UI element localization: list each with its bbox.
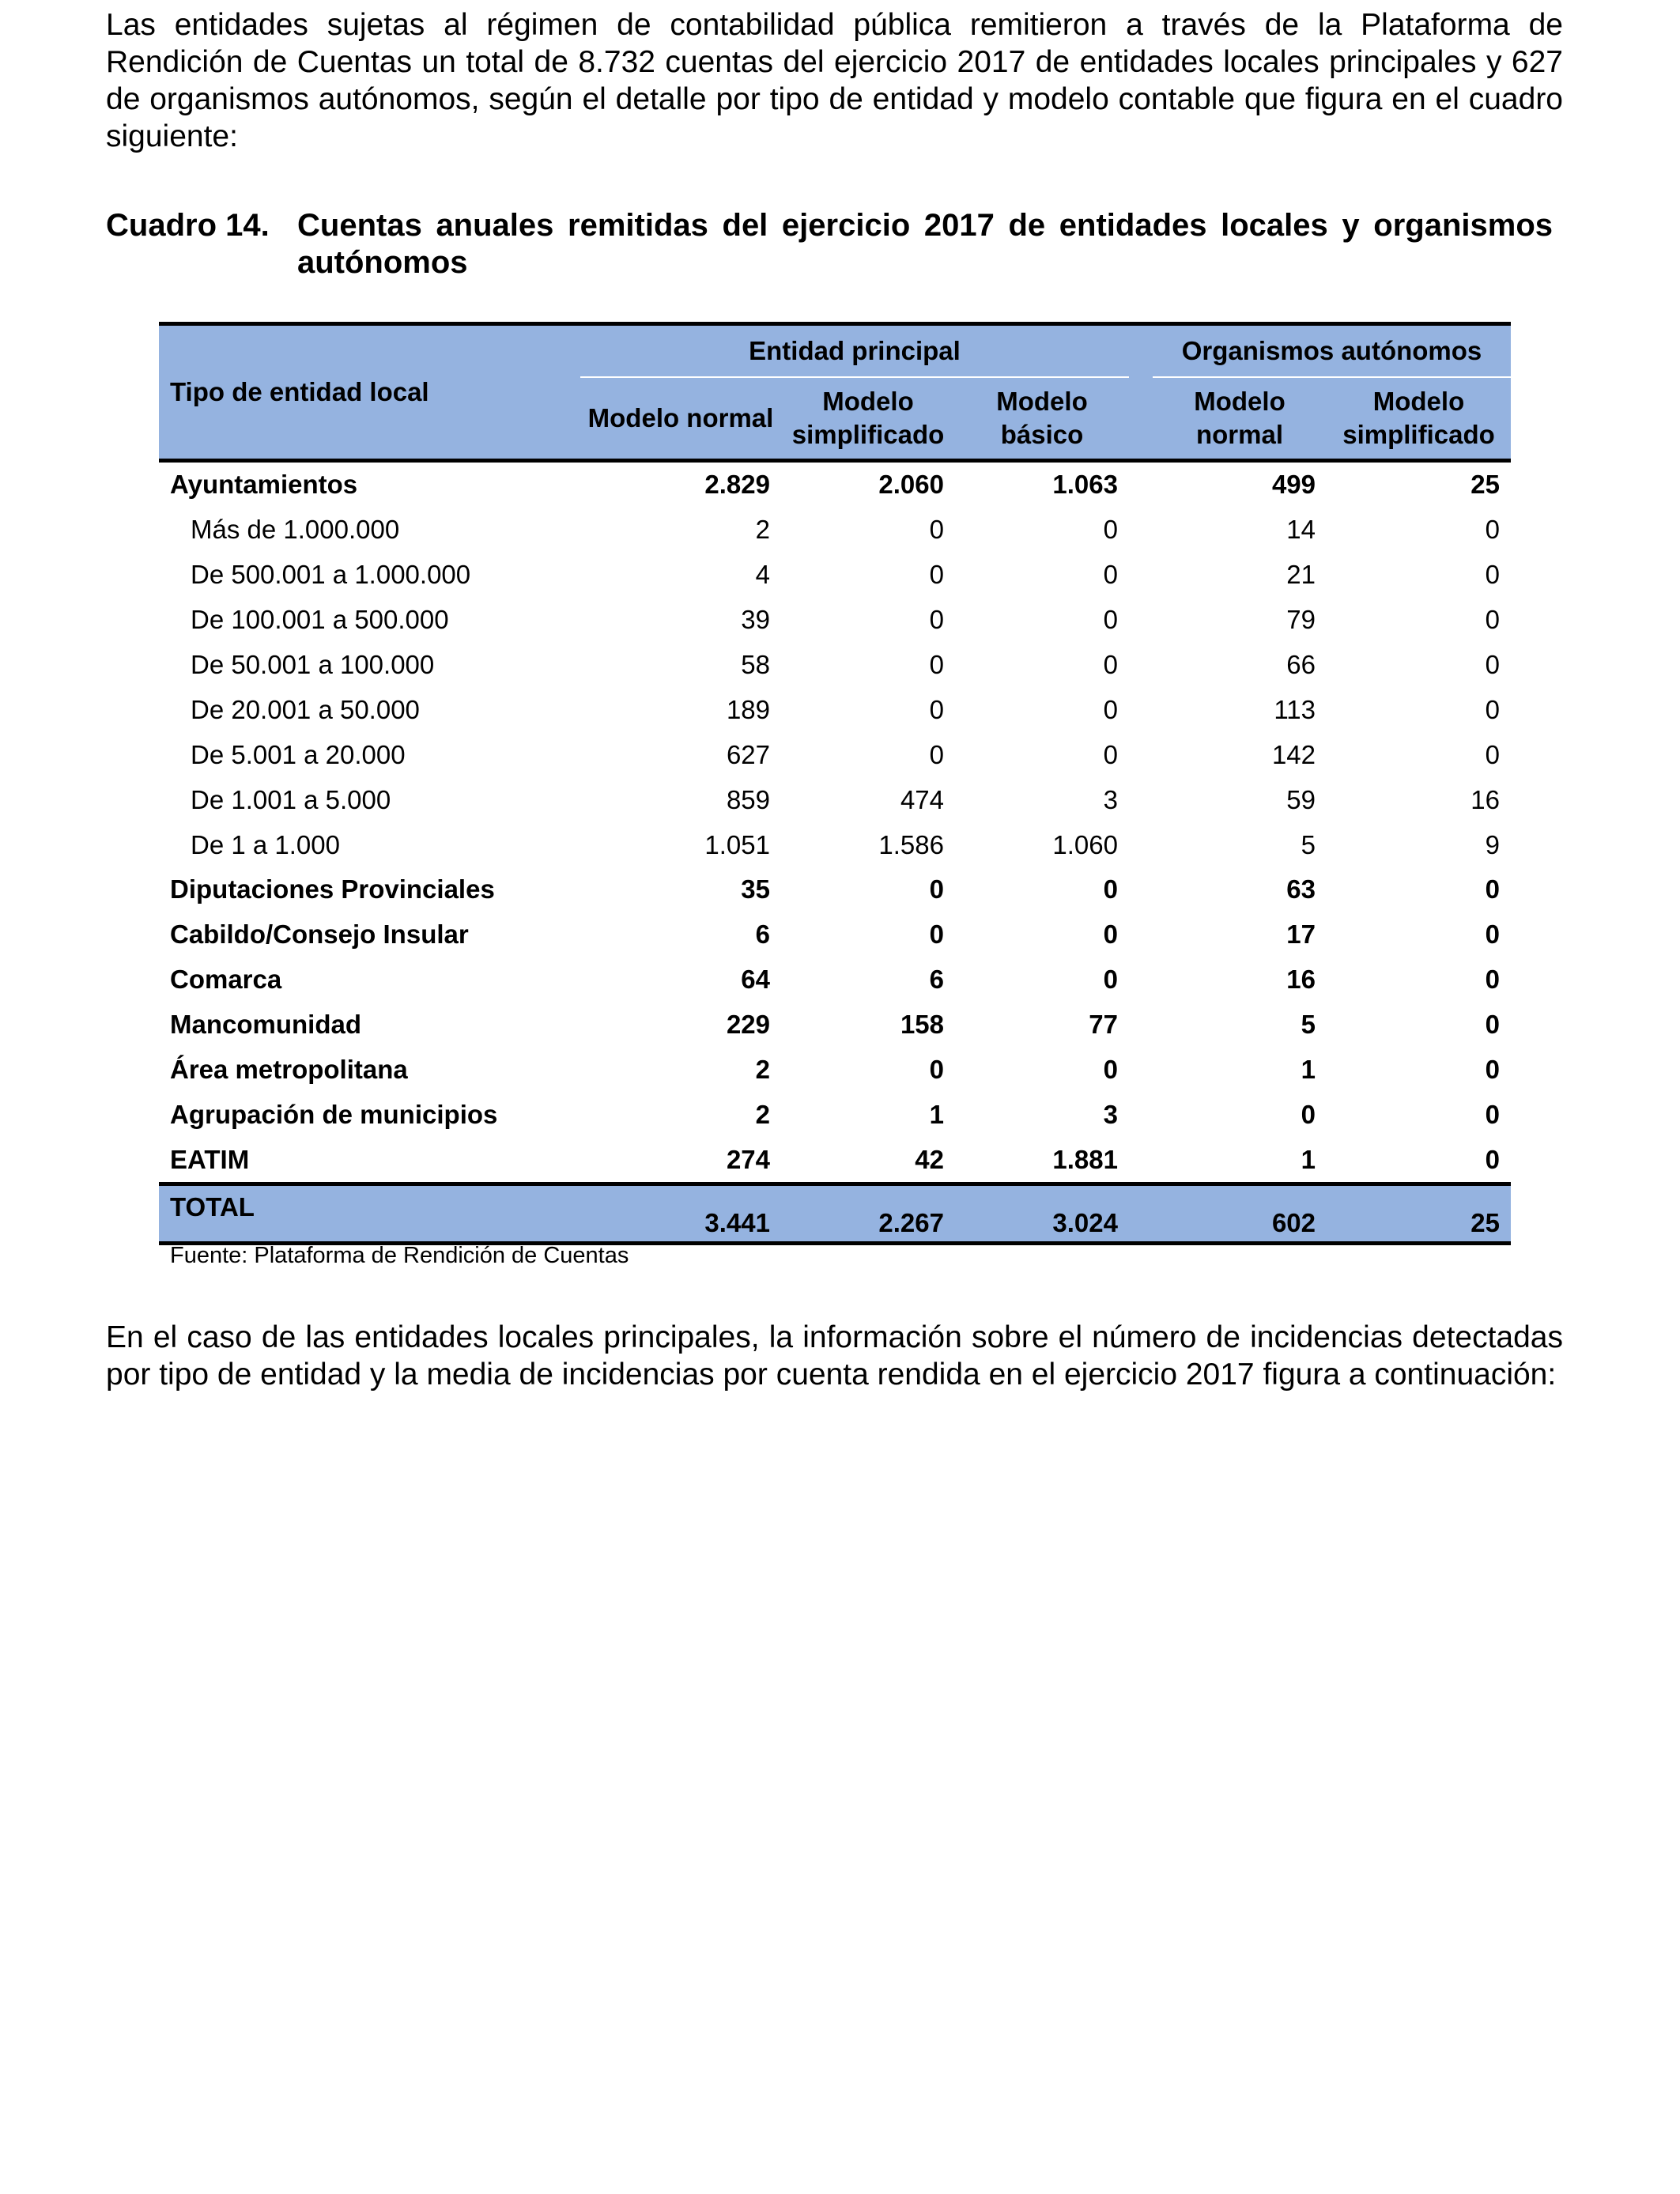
cell-value: 35 <box>741 874 770 904</box>
gap-cell <box>1129 1048 1153 1093</box>
cell-value: 229 <box>726 1010 770 1040</box>
row-label: Área metropolitana <box>170 1055 408 1085</box>
cell-value: 142 <box>1271 739 1316 769</box>
gap-cell <box>1129 553 1153 598</box>
cell-value: 0 <box>1103 560 1118 590</box>
row-label: EATIM <box>170 1144 250 1174</box>
row-label: Diputaciones Provinciales <box>170 874 495 904</box>
cell-value: 77 <box>1089 1010 1118 1040</box>
cell-value: 1.586 <box>878 829 944 859</box>
cell-value: 0 <box>1485 1144 1500 1174</box>
table-row <box>159 687 1511 732</box>
col-header-principal-simplificado: Modelo simplificado <box>781 377 955 461</box>
table-row <box>159 777 1511 822</box>
total-value: 602 <box>1153 1184 1327 1244</box>
group-gap <box>1129 324 1153 378</box>
caption-text: Cuentas anuales remitidas del ejercicio 2017 de entidades locales y organismos autónomos <box>297 208 1553 280</box>
cell-value: 16 <box>1286 965 1316 995</box>
cell-value: 2.829 <box>704 470 770 500</box>
cell-value: 274 <box>726 1144 770 1174</box>
cell-value: 189 <box>726 694 770 724</box>
accounts-table-container <box>159 322 1511 1245</box>
total-label: TOTAL <box>159 1184 580 1244</box>
group-header-principal: Entidad principal <box>580 324 1129 378</box>
cell-value: 0 <box>929 874 944 904</box>
row-header: Tipo de entidad local <box>159 324 580 461</box>
table-row <box>159 508 1511 553</box>
cell-value: 63 <box>1286 874 1316 904</box>
col-header-autonomos-simplificado: Modelo simplificado <box>1327 377 1511 461</box>
table-row <box>159 1137 1511 1184</box>
table-row <box>159 553 1511 598</box>
cell-value: 0 <box>929 739 944 769</box>
cell-value: 0 <box>1485 965 1500 995</box>
row-label: De 50.001 a 100.000 <box>191 650 435 679</box>
row-label: Más de 1.000.000 <box>191 515 400 545</box>
caption-label: Cuadro 14. <box>106 208 270 243</box>
table-caption <box>106 207 1553 281</box>
row-label: Agrupación de municipios <box>170 1099 498 1129</box>
closing-paragraph: En el caso de las entidades locales principales, la información sobre el número de incidencias detectadas por tipo de entidad y la media de incidencias por cuenta rendida en el ejercicio 2017 figura a continuación: <box>106 1320 1563 1392</box>
row-label: De 1.001 a 5.000 <box>191 784 391 814</box>
row-label: De 1 a 1.000 <box>191 829 340 859</box>
gap-cell <box>1129 1184 1153 1244</box>
cell-value: 158 <box>900 1010 944 1040</box>
table-row <box>159 598 1511 643</box>
table-row <box>159 461 1511 508</box>
cell-value: 17 <box>1286 920 1316 950</box>
cell-value: 1 <box>1301 1144 1316 1174</box>
table-body <box>159 461 1511 1244</box>
cell-value: 0 <box>1103 650 1118 679</box>
cell-value: 0 <box>929 650 944 679</box>
gap-cell <box>1129 508 1153 553</box>
total-value: 25 <box>1327 1184 1511 1244</box>
cell-value: 0 <box>1103 920 1118 950</box>
col-header-autonomos-normal: Modelo normal <box>1153 377 1327 461</box>
cell-value: 16 <box>1470 784 1500 814</box>
row-label: De 500.001 a 1.000.000 <box>191 560 471 590</box>
group-gap <box>1129 377 1153 461</box>
table-row <box>159 822 1511 867</box>
gap-cell <box>1129 822 1153 867</box>
gap-cell <box>1129 912 1153 957</box>
cell-value: 0 <box>1485 605 1500 635</box>
cell-value: 64 <box>741 965 770 995</box>
table-row <box>159 912 1511 957</box>
cell-value: 3 <box>1103 1099 1118 1129</box>
cell-value: 474 <box>900 784 944 814</box>
table-row <box>159 1048 1511 1093</box>
cell-value: 0 <box>1103 515 1118 545</box>
gap-cell <box>1129 777 1153 822</box>
cell-value: 2 <box>755 1099 770 1129</box>
table-row <box>159 1092 1511 1137</box>
cell-value: 1.060 <box>1052 829 1118 859</box>
gap-cell <box>1129 732 1153 777</box>
cell-value: 42 <box>915 1144 944 1174</box>
cell-value: 21 <box>1286 560 1316 590</box>
gap-cell <box>1129 1137 1153 1184</box>
cell-value: 6 <box>755 920 770 950</box>
cell-value: 1 <box>1301 1055 1316 1085</box>
cell-value: 5 <box>1301 1010 1316 1040</box>
row-label: De 20.001 a 50.000 <box>191 694 420 724</box>
gap-cell <box>1129 957 1153 1003</box>
cell-value: 2 <box>755 515 770 545</box>
row-label: Cabildo/Consejo Insular <box>170 920 469 950</box>
cell-value: 9 <box>1485 829 1500 859</box>
gap-cell <box>1129 1003 1153 1048</box>
row-label: De 5.001 a 20.000 <box>191 739 406 769</box>
cell-value: 0 <box>929 560 944 590</box>
row-label: Mancomunidad <box>170 1010 362 1040</box>
cell-value: 0 <box>1485 560 1500 590</box>
total-row <box>159 1184 1511 1244</box>
cell-value: 3 <box>1103 784 1118 814</box>
cell-value: 0 <box>1301 1099 1316 1129</box>
table-header <box>159 324 1511 461</box>
cell-value: 6 <box>929 965 944 995</box>
table-source-note: Fuente: Plataforma de Rendición de Cuentas <box>170 1243 629 1268</box>
cell-value: 0 <box>1103 874 1118 904</box>
cell-value: 0 <box>1485 1099 1500 1129</box>
group-header-autonomos: Organismos autónomos <box>1153 324 1511 378</box>
cell-value: 1 <box>929 1099 944 1129</box>
cell-value: 0 <box>1103 605 1118 635</box>
cell-value: 0 <box>929 694 944 724</box>
accounts-table <box>159 322 1511 1245</box>
intro-paragraph: Las entidades sujetas al régimen de contabilidad pública remitieron a través de la Plataforma de Rendición de Cuentas un total de 8.732 cuentas del ejercicio 2017 de entidades locales principales y 627 de organismos autónomos, según el detalle por tipo de entidad y modelo contable que figura en el cuadro siguiente: <box>106 8 1563 153</box>
cell-value: 4 <box>755 560 770 590</box>
cell-value: 0 <box>929 920 944 950</box>
total-value: 3.441 <box>580 1184 781 1244</box>
cell-value: 0 <box>1485 650 1500 679</box>
total-value: 2.267 <box>781 1184 955 1244</box>
cell-value: 25 <box>1470 470 1500 500</box>
cell-value: 0 <box>1103 739 1118 769</box>
cell-value: 0 <box>1103 1055 1118 1085</box>
cell-value: 2.060 <box>878 470 944 500</box>
cell-value: 58 <box>741 650 770 679</box>
cell-value: 14 <box>1286 515 1316 545</box>
cell-value: 59 <box>1286 784 1316 814</box>
gap-cell <box>1129 598 1153 643</box>
table-row <box>159 732 1511 777</box>
gap-cell <box>1129 867 1153 912</box>
cell-value: 0 <box>1485 874 1500 904</box>
cell-value: 0 <box>1485 515 1500 545</box>
cell-value: 2 <box>755 1055 770 1085</box>
table-row <box>159 867 1511 912</box>
gap-cell <box>1129 1092 1153 1137</box>
cell-value: 1.063 <box>1052 470 1118 500</box>
col-header-principal-basico: Modelo básico <box>955 377 1129 461</box>
cell-value: 1.881 <box>1052 1144 1118 1174</box>
cell-value: 1.051 <box>704 829 770 859</box>
cell-value: 0 <box>929 605 944 635</box>
cell-value: 0 <box>1485 1055 1500 1085</box>
cell-value: 0 <box>1103 965 1118 995</box>
row-label: Comarca <box>170 965 282 995</box>
row-label: De 100.001 a 500.000 <box>191 605 449 635</box>
cell-value: 499 <box>1271 470 1316 500</box>
cell-value: 39 <box>741 605 770 635</box>
gap-cell <box>1129 687 1153 732</box>
cell-value: 5 <box>1301 829 1316 859</box>
cell-value: 859 <box>726 784 770 814</box>
cell-value: 79 <box>1286 605 1316 635</box>
gap-cell <box>1129 461 1153 508</box>
table-row <box>159 1003 1511 1048</box>
table-row <box>159 957 1511 1003</box>
row-label: Ayuntamientos <box>170 470 358 500</box>
cell-value: 0 <box>1485 694 1500 724</box>
cell-value: 0 <box>929 515 944 545</box>
table-row <box>159 643 1511 688</box>
gap-cell <box>1129 643 1153 688</box>
cell-value: 113 <box>1274 694 1316 724</box>
cell-value: 0 <box>1103 694 1118 724</box>
col-header-principal-normal: Modelo normal <box>580 377 781 461</box>
cell-value: 0 <box>1485 1010 1500 1040</box>
cell-value: 0 <box>929 1055 944 1085</box>
cell-value: 0 <box>1485 739 1500 769</box>
total-value: 3.024 <box>955 1184 1129 1244</box>
cell-value: 66 <box>1286 650 1316 679</box>
cell-value: 627 <box>726 739 770 769</box>
cell-value: 0 <box>1485 920 1500 950</box>
